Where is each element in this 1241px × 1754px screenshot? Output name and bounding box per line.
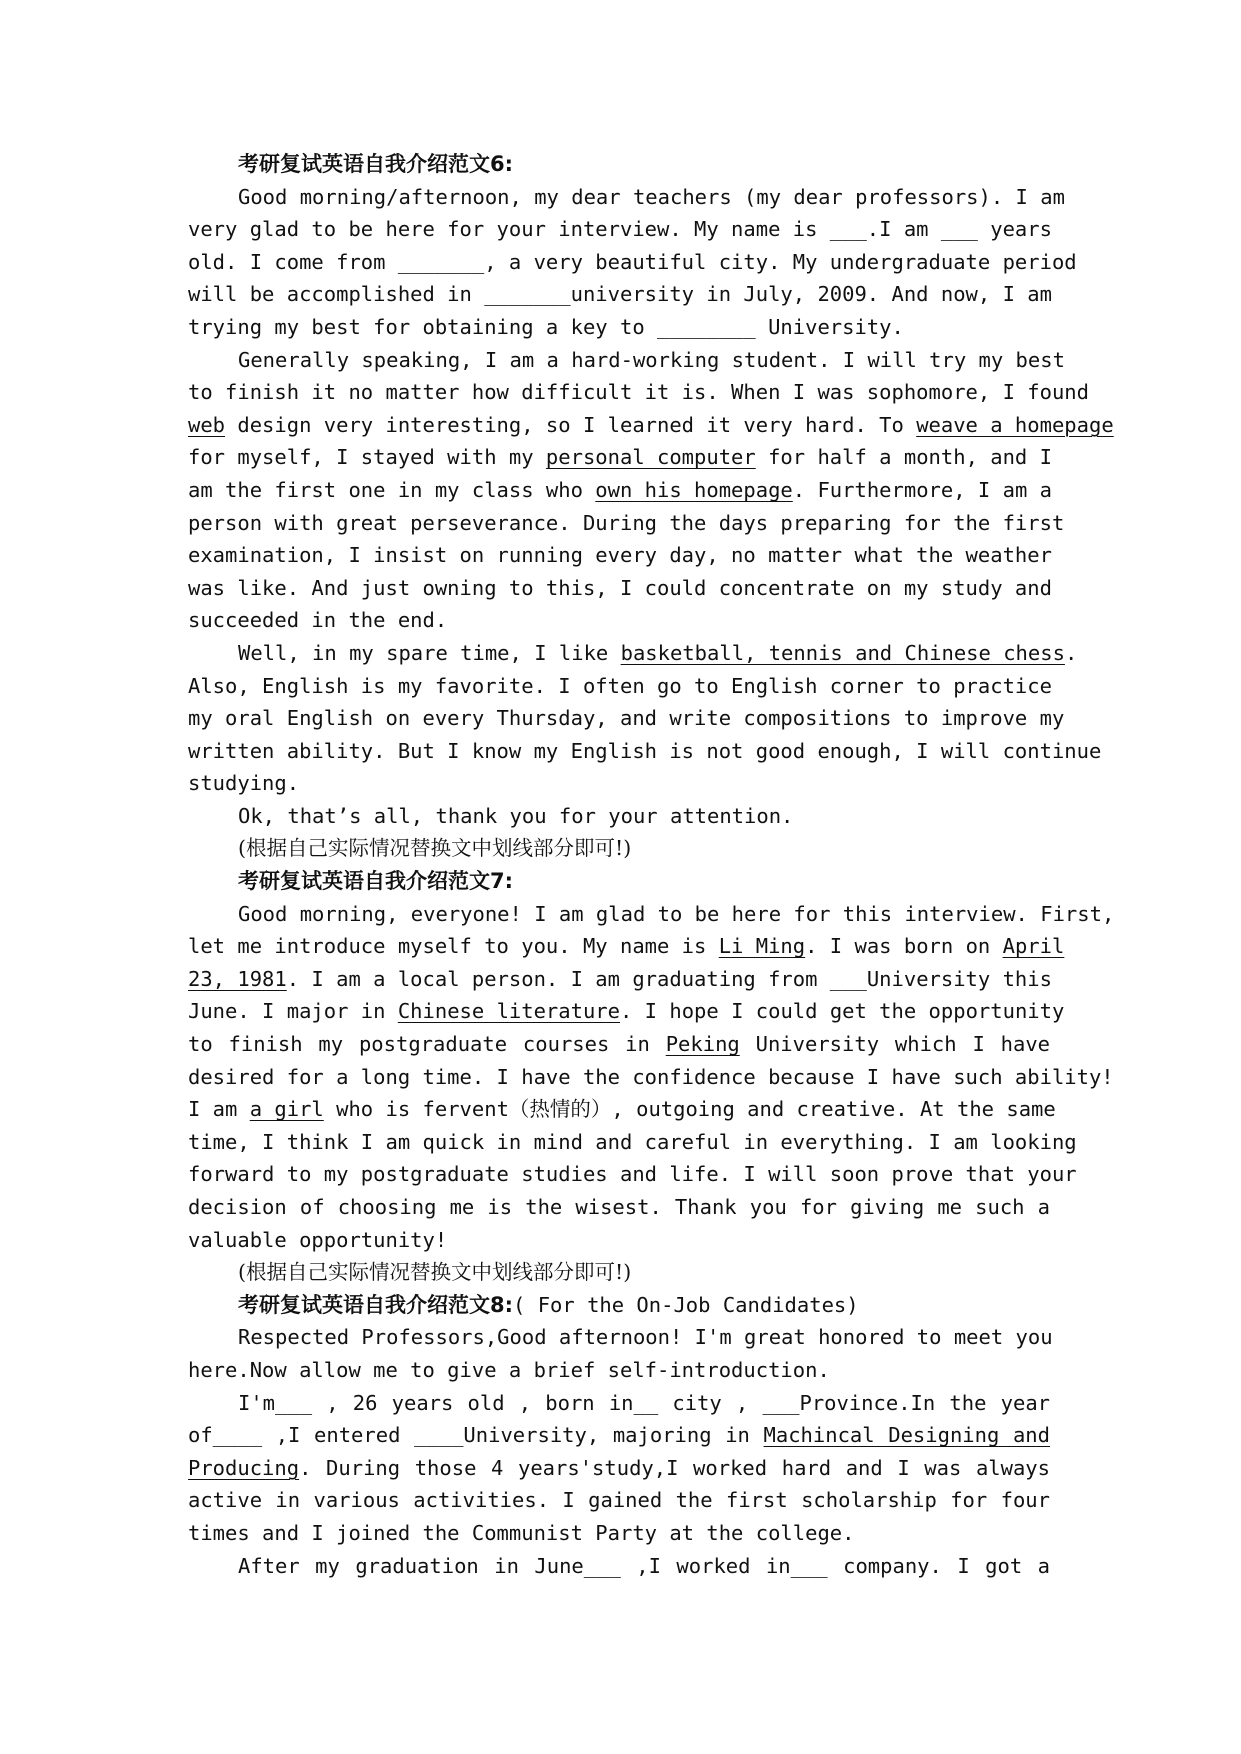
- text-line: am the first one in my class who own his homepage. Furthermore, I am a: [188, 477, 1052, 502]
- text-line: very glad to be here for your interview. My name is ___.I am ___ years: [188, 217, 1052, 242]
- replacement-note: (根据自己实际情况替换文中划线部分即可!): [238, 836, 632, 861]
- text-line: June. I major in Chinese literature. I hope I could get the opportunity: [188, 999, 1065, 1024]
- underlined-text: web: [188, 412, 226, 437]
- text-line: Also, English is my favorite. I often go to English corner to practice: [188, 673, 1052, 698]
- text-line: I am a girl who is fervent（热情的）, outgoing and creative. At the same: [188, 1097, 1056, 1122]
- text-line: Respected Professors,Good afternoon! I'm great honored to meet you: [238, 1325, 1053, 1350]
- text-line: 23, 1981. I am a local person. I am graduating from ___University this: [188, 966, 1052, 991]
- text-line: my oral English on every Thursday, and write compositions to improve my: [188, 706, 1065, 731]
- underlined-text: 23, 1981: [188, 966, 287, 991]
- underlined-text: basketball, tennis and Chinese chess: [620, 640, 1065, 665]
- document-content: [188, 148, 1115, 1582]
- text-line: active in various activities. I gained the first scholarship for four: [188, 1488, 1050, 1513]
- text-line: here.Now allow me to give a brief self-introduction.: [188, 1357, 830, 1382]
- text-line: let me introduce myself to you. My name is Li Ming. I was born on April: [188, 934, 1065, 959]
- text-line: times and I joined the Communist Party at the college.: [188, 1520, 855, 1545]
- underlined-text: Machincal Designing and: [763, 1423, 1050, 1448]
- text-line: to finish my postgraduate courses in Peking University which I have: [188, 1032, 1050, 1057]
- text-line: of____ ,I entered ____University, majoring in Machincal Designing and: [188, 1423, 1050, 1448]
- text-line: was like. And just owning to this, I could concentrate on my study and: [188, 575, 1052, 600]
- section-heading-6: 考研复试英语自我介绍范文6:: [238, 152, 514, 176]
- text-line: time, I think I am quick in mind and careful in everything. I am looking: [188, 1129, 1077, 1154]
- underlined-text: Producing: [188, 1455, 300, 1480]
- text-line: decision of choosing me is the wisest. Thank you for giving me such a: [188, 1195, 1050, 1219]
- underlined-text: own his homepage: [595, 477, 793, 502]
- text-line: trying my best for obtaining a key to ________ University.: [188, 314, 904, 339]
- underlined-text: weave a homepage: [916, 412, 1114, 437]
- text-line: old. I come from _______, a very beautiful city. My undergraduate period: [188, 249, 1077, 274]
- underlined-text: Chinese literature: [397, 999, 620, 1024]
- text-line: for myself, I stayed with my personal computer for half a month, and I: [188, 445, 1052, 470]
- underlined-text: Peking: [665, 1032, 740, 1057]
- section-heading-8-line: [188, 1289, 1050, 1322]
- text-line: valuable opportunity!: [188, 1227, 448, 1252]
- text-line: studying.: [188, 771, 300, 796]
- underlined-text: Li Ming: [718, 934, 806, 959]
- section-heading-7: 考研复试英语自我介绍范文7:: [238, 869, 514, 894]
- text-line: After my graduation in June___ ,I worked in___ company. I got a: [238, 1553, 1050, 1578]
- underlined-text: April: [1002, 934, 1065, 959]
- text-line: web design very interesting, so I learned it very hard. To weave a homepage: [188, 412, 1114, 437]
- replacement-note: (根据自己实际情况替换文中划线部分即可!): [238, 1260, 632, 1285]
- underlined-text: personal computer: [545, 445, 756, 470]
- text-line: to finish it no matter how difficult it is. When I was sophomore, I found: [188, 380, 1089, 405]
- heading-suffix: ( For the On-Job Candidates): [513, 1292, 859, 1317]
- underlined-text: a girl: [249, 1097, 324, 1122]
- text-line: Producing. During those 4 years'study,I worked hard and I was always: [188, 1455, 1050, 1480]
- text-line: forward to my postgraduate studies and life. I will soon prove that your: [188, 1162, 1077, 1187]
- text-line: Generally speaking, I am a hard-working student. I will try my best: [238, 347, 1065, 372]
- text-line: Good morning, everyone! I am glad to be here for this interview. First,: [238, 901, 1115, 926]
- text-line: Good morning/afternoon, my dear teachers (my dear professors). I am: [238, 184, 1065, 209]
- text-line: will be accomplished in _______university in July, 2009. And now, I am: [188, 282, 1052, 307]
- text-line: succeeded in the end.: [188, 608, 448, 633]
- section-heading-8: 考研复试英语自我介绍范文8:: [238, 1292, 514, 1317]
- text-line: I'm___ , 26 years old , born in__ city , ___Province.In the year: [238, 1390, 1050, 1415]
- text-line: written ability. But I know my English is not good enough, I will continue: [188, 738, 1102, 763]
- text-line: person with great perseverance. During the days preparing for the first: [188, 510, 1065, 535]
- text-line: Well, in my spare time, I like basketball, tennis and Chinese chess.: [238, 640, 1078, 665]
- text-line: examination, I insist on running every day, no matter what the weather: [188, 543, 1052, 568]
- text-line: desired for a long time. I have the confidence because I have such ability!: [188, 1064, 1114, 1089]
- text-line: Ok, that’s all, thank you for your attention.: [238, 803, 794, 828]
